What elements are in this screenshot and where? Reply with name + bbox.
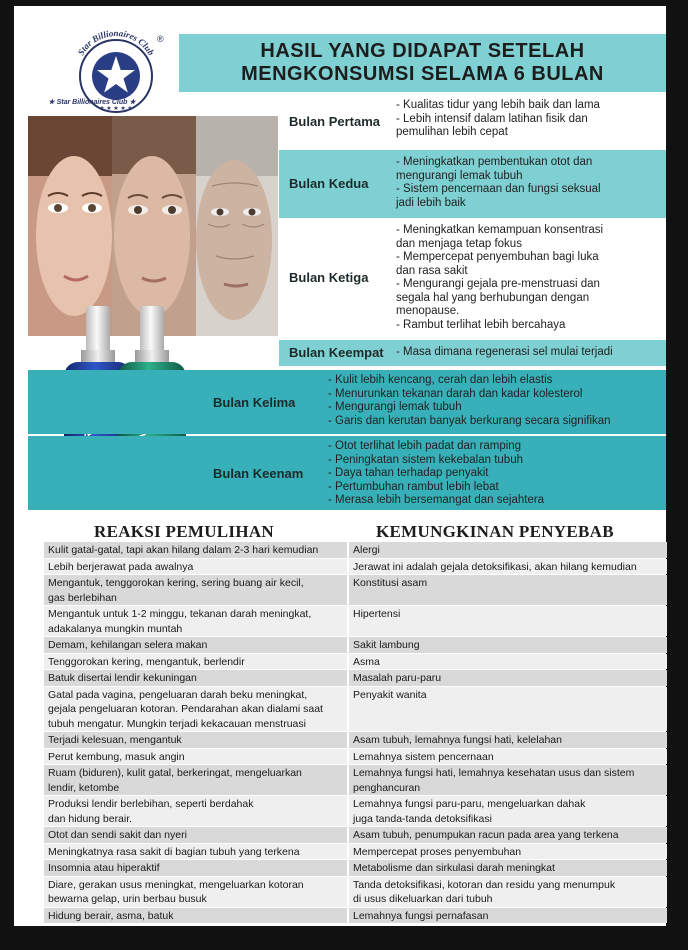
cause-cell — [349, 637, 667, 653]
reaction-text: Ruam (biduren), kulit gatal, berkeringat, mengeluarkan — [48, 767, 302, 779]
cause-cell — [349, 542, 667, 558]
cause-cell — [349, 860, 667, 876]
reaction-text: adakalanya mungkin muntah — [48, 622, 183, 635]
cause-cell — [349, 796, 667, 826]
reaction-text: gas berlebihan — [48, 591, 117, 604]
cause-text: Konstitusi asam — [353, 577, 428, 589]
reaction-cell — [44, 844, 347, 860]
table-row — [44, 827, 667, 843]
reaction-cell — [44, 796, 347, 826]
reaction-cell — [44, 827, 347, 843]
title-banner — [179, 34, 666, 92]
svg-text:★ ★ ★ ★ ★: ★ ★ ★ ★ ★ — [99, 106, 133, 112]
month-row-1 — [279, 94, 666, 150]
reaction-text: Otot dan sendi sakit dan nyeri — [48, 829, 187, 841]
cause-text: Lemahnya fungsi hati, lemahnya kesehatan usus dan sistem — [353, 767, 635, 779]
cause-cell — [349, 908, 667, 924]
reaction-cell — [44, 654, 347, 670]
reaction-text: lendir, ketombe — [48, 781, 120, 794]
month-label-6: Bulan Keenam — [213, 466, 304, 481]
middle-face — [112, 116, 196, 336]
table-row — [44, 765, 667, 795]
table-row — [44, 877, 667, 907]
young-face — [28, 116, 112, 336]
table-row — [44, 670, 667, 686]
cause-text: Asam tubuh, penumpukan racun pada area yang terkena — [353, 829, 619, 841]
cause-cell — [349, 606, 667, 636]
table-row — [44, 542, 667, 558]
reaction-heading: REAKSI PEMULIHAN — [94, 522, 275, 541]
title-line-2: MENGKONSUMSI SELAMA 6 BULAN — [241, 63, 604, 85]
cause-text: Penyakit wanita — [353, 688, 427, 701]
month-items-4: - Masa dimana regenerasi sel mulai terjadi — [396, 346, 613, 358]
table-row — [44, 749, 667, 765]
poster — [14, 6, 666, 926]
cause-text: Asma — [353, 655, 380, 668]
cause-cell — [349, 670, 667, 686]
cause-cell — [349, 877, 667, 907]
reaction-cell — [44, 749, 347, 765]
reaction-cell — [44, 575, 347, 605]
cause-heading: KEMUNGKINAN PENYEBAB — [376, 522, 614, 541]
reaction-cell — [44, 732, 347, 748]
cause-cell — [349, 732, 667, 748]
cause-text: Mempercepat proses penyembuhan — [353, 845, 522, 858]
month-label-5: Bulan Kelima — [213, 395, 296, 410]
reaction-cell — [44, 877, 347, 907]
cause-text: Lemahnya sistem pencernaan — [353, 750, 494, 763]
cause-cell — [349, 654, 667, 670]
cause-text: Lemahnya fungsi paru-paru, mengeluarkan dahak — [353, 798, 586, 810]
reaction-text: Lebih berjerawat pada awalnya — [48, 560, 194, 573]
table-row — [44, 606, 667, 636]
month-items-2: - Meningkatkan pembentukan otot dan mengurangi lemak tubuh - Sistem pencernaan dan fungsi seksual jadi lebih baik — [396, 156, 601, 209]
reaction-text: Batuk disertai lendir kekuningan — [48, 672, 197, 684]
reaction-cell — [44, 559, 347, 575]
cause-text: juga tanda-tanda detoksifikasi — [353, 812, 492, 825]
table-row — [44, 654, 667, 670]
month-items-6: - Otot terlihat lebih padat dan ramping - Peningkatan sistem kekebalan tubuh - Daya tahan terhadap penyakit - Pertumbuhan rambut lebih lebat - Merasa lebih bersemangat dan sejahtera — [328, 440, 545, 506]
reaction-text: Perut kembung, masuk angin — [48, 750, 185, 763]
month-items-3: - Meningkatkan kemampuan konsentrasi dan menjaga tetap fokus - Mempercepat penyembuhan bagi luka dan rasa sakit - Mengurangi gejala pre-menstruasi dan segala hal yang berhubungan dengan menopause. - Rambut terlihat lebih bercahaya — [396, 224, 604, 331]
cause-text: Tanda detoksifikasi, kotoran dan residu yang menumpuk — [353, 878, 616, 891]
reaction-cell — [44, 765, 347, 795]
logo-arc-text: Star Billionaires Club — [75, 30, 157, 58]
table-row — [44, 687, 667, 732]
reaction-text: gejala pengeluaran kotoran. Pendarahan akan dialami saat — [48, 703, 323, 715]
reaction-text: Produksi lendir berlebihan, seperti berdahak — [48, 798, 254, 810]
reaction-cell — [44, 606, 347, 636]
table-row — [44, 844, 667, 860]
title-line-1: HASIL YANG DIDAPAT SETELAH — [260, 40, 585, 62]
month-row-2 — [279, 150, 666, 218]
cause-cell — [349, 749, 667, 765]
month-label-4: Bulan Keempat — [289, 345, 384, 360]
month-row-5 — [28, 370, 666, 434]
cause-cell — [349, 575, 667, 605]
cause-text: Sakit lambung — [353, 639, 420, 651]
reaction-text: Demam, kehilangan selera makan — [48, 639, 208, 651]
cause-cell — [349, 687, 667, 732]
reaction-cell — [44, 860, 347, 876]
reaction-text: bewarna gelap, urin berbau busuk — [48, 893, 207, 905]
month-items-1: - Kualitas tidur yang lebih baik dan lama - Lebih intensif dalam latihan fisik dan pemulihan lebih cepat — [396, 99, 600, 138]
reaction-cell — [44, 670, 347, 686]
cause-cell — [349, 559, 667, 575]
month-items-5: - Kulit lebih kencang, cerah dan lebih elastis - Menurunkan tekanan darah dan kadar kolesterol - Mengurangi lemak tubuh - Garis dan kerutan banyak berkurang secara signifikan — [328, 374, 611, 427]
reaction-text: Mengantuk untuk 1-2 minggu, tekanan darah meningkat, — [48, 608, 312, 620]
reaction-text: Tenggorokan kering, mengantuk, berlendir — [48, 655, 245, 668]
table-row — [44, 732, 667, 748]
month-row-3 — [279, 218, 666, 340]
month-row-6 — [28, 436, 666, 510]
cause-text: Hipertensi — [353, 608, 401, 620]
cause-text: Alergi — [353, 544, 380, 556]
cause-cell — [349, 844, 667, 860]
reaction-cell — [44, 542, 347, 558]
registered-mark: ® — [157, 34, 164, 44]
reaction-text: Meningkatnya rasa sakit di bagian tubuh yang terkena — [48, 845, 300, 858]
table-row — [44, 559, 667, 575]
reaction-text: Gatal pada vagina, pengeluaran darah beku meningkat, — [48, 688, 308, 701]
logo-tagline: ★ Star Billionaires Club ★ — [48, 99, 136, 106]
cause-text: Masalah paru-paru — [353, 672, 442, 684]
reaction-cell — [44, 687, 347, 732]
old-face — [196, 116, 278, 336]
cause-text: Asam tubuh, lemahnya fungsi hati, kelelahan — [353, 734, 562, 746]
reaction-text: dan hidung berair. — [48, 812, 133, 825]
cause-text: Lemahnya fungsi pernafasan — [353, 909, 489, 922]
reaction-cell — [44, 637, 347, 653]
faces-image — [28, 116, 278, 336]
month-label-1: Bulan Pertama — [289, 114, 381, 129]
month-row-4 — [279, 340, 666, 366]
cause-cell — [349, 827, 667, 843]
month-label-2: Bulan Kedua — [289, 176, 369, 191]
reaction-text: Kulit gatal-gatal, tapi akan hilang dalam 2-3 hari kemudian — [48, 544, 319, 556]
cause-cell — [349, 765, 667, 795]
reaction-cell — [44, 908, 347, 924]
reaction-text: Diare, gerakan usus meningkat, mengeluarkan kotoran — [48, 878, 304, 891]
month-label-3: Bulan Ketiga — [289, 270, 369, 285]
cause-text: penghancuran — [353, 781, 421, 794]
cause-text: Jerawat ini adalah gejala detoksifikasi, akan hilang kemudian — [353, 560, 637, 573]
table-row — [44, 575, 667, 605]
reaction-text: tubuh mengatur. Mungkin terjadi kekacauan menstruasi — [48, 717, 306, 730]
reaction-text: Mengantuk, tenggorokan kering, sering buang air kecil, — [48, 577, 304, 589]
cause-text: di usus dikeluarkan dari tubuh — [353, 893, 493, 905]
table-row — [44, 860, 667, 876]
table-row — [44, 637, 667, 653]
reaction-text: Insomnia atau hiperaktif — [48, 862, 160, 874]
reaction-text: Terjadi kelesuan, mengantuk — [48, 734, 182, 746]
cause-text: Metabolisme dan sirkulasi darah meningkat — [353, 862, 555, 874]
reaction-text: Hidung berair, asma, batuk — [48, 909, 174, 922]
table-row — [44, 908, 667, 924]
table-row — [44, 796, 667, 826]
